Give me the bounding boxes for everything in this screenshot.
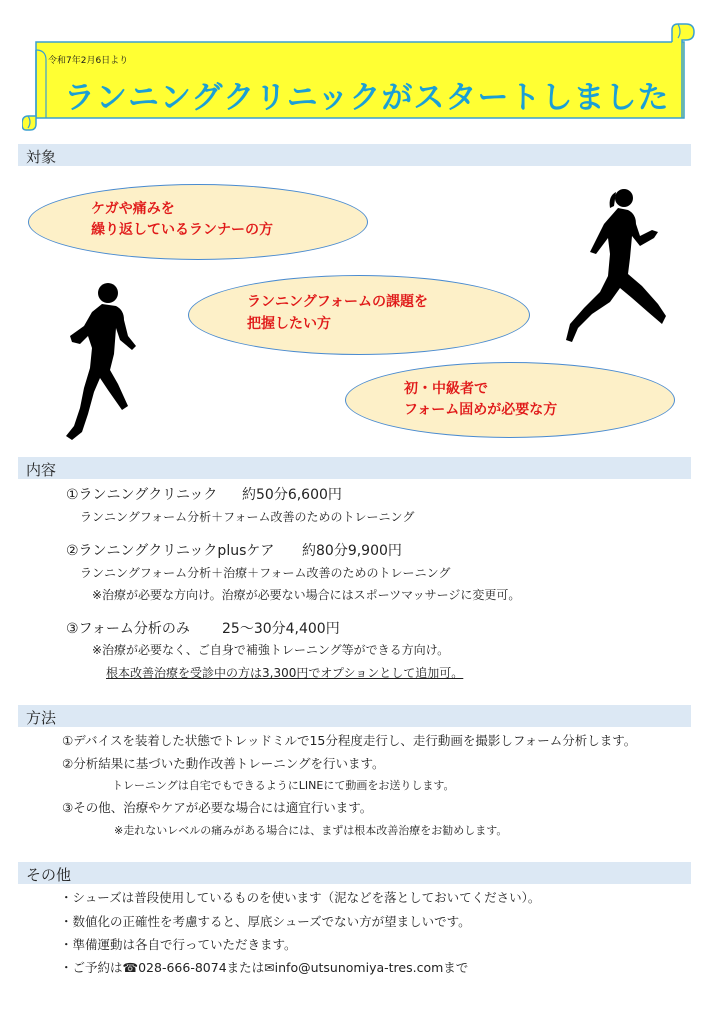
- section-header-content: [18, 457, 691, 479]
- phone-number[interactable]: 028-666-8074: [138, 960, 227, 975]
- method-step-3-note: ※走れないレベルの痛みがある場合には、まずは根本改善治療をお勧めします。: [114, 824, 508, 837]
- content-item-3-note: ※治療が必要なく、ご自身で補強トレーニング等ができる方向け。: [92, 643, 450, 657]
- contact-prefix: ・ご予約は: [60, 960, 123, 975]
- method-step-2-note: トレーニングは自宅でもできるようにLINEにて動画をお送りします。: [112, 779, 455, 792]
- mail-icon: ✉: [264, 960, 275, 975]
- section-title: 内容: [26, 461, 57, 479]
- runner-silhouette-male-icon: [58, 280, 140, 448]
- content-item-3-option: 根本改善治療を受診中の方は3,300円でオプションとして追加可。: [106, 666, 464, 680]
- other-bullet-1: ・シューズは普段使用しているものを使います（泥などを落としておいてください）。: [60, 890, 541, 905]
- section-title: 対象: [26, 148, 57, 166]
- section-title: その他: [26, 866, 72, 884]
- phone-icon: ☎: [122, 960, 139, 975]
- title-banner: [22, 20, 698, 132]
- bubble-line: ケガや痛みを: [91, 201, 175, 217]
- content-item-3-title: ③フォーム分析のみ: [66, 621, 190, 637]
- contact-line: [60, 958, 468, 976]
- bubble-line: フォーム固めが必要な方: [404, 402, 558, 418]
- content-item-2-price: 約80分9,900円: [302, 543, 402, 559]
- section-header-method: [18, 705, 691, 727]
- method-step-2: ②分析結果に基づいた動作改善トレーニングを行います。: [62, 756, 385, 771]
- content-item-3-price: 25～30分4,400円: [222, 621, 340, 637]
- bubble-line: 初・中級者で: [404, 381, 488, 397]
- method-step-3: ③その他、治療やケアが必要な場合には適宜行います。: [62, 800, 373, 815]
- contact-mid: または: [226, 960, 265, 975]
- content-item-1-price: 約50分6,600円: [242, 487, 342, 503]
- bubble-line: 把握したい方: [247, 316, 331, 332]
- content-item-1-title: ①ランニングクリニック: [66, 487, 218, 503]
- target-bubble-1: [28, 184, 368, 260]
- page-title: ランニングクリニックがスタートしました: [64, 80, 670, 116]
- contact-suffix: まで: [443, 960, 469, 975]
- content-item-2-note: ※治療が必要な方向け。治療が必要ない場合にはスポーツマッサージに変更可。: [92, 588, 521, 602]
- content-item-1-desc: ランニングフォーム分析＋フォーム改善のためのトレーニング: [80, 510, 415, 524]
- method-step-1: ①デバイスを装着した状態でトレッドミルで15分程度走行し、走行動画を撮影しフォーム分析します。: [62, 733, 637, 748]
- start-date: 令和7年2月6日より: [48, 56, 129, 66]
- bubble-line: ランニングフォームの課題を: [247, 294, 429, 310]
- section-title: 方法: [26, 709, 57, 727]
- bubble-line: 繰り返しているランナーの方: [91, 222, 273, 238]
- other-bullet-3: ・準備運動は各自で行っていただきます。: [60, 937, 297, 952]
- content-item-2-desc: ランニングフォーム分析＋治療＋フォーム改善のためのトレーニング: [80, 566, 451, 580]
- runner-silhouette-female-icon: [562, 184, 672, 344]
- target-bubble-3: [345, 362, 675, 438]
- target-bubble-2: [188, 275, 530, 355]
- email-address[interactable]: info@utsunomiya-tres.com: [274, 960, 444, 975]
- section-header-target: [18, 144, 691, 166]
- other-bullet-2: ・数値化の正確性を考慮すると、厚底シューズでない方が望ましいです。: [60, 914, 471, 929]
- content-item-2-title: ②ランニングクリニックplusケア: [66, 543, 275, 559]
- section-header-other: [18, 862, 691, 884]
